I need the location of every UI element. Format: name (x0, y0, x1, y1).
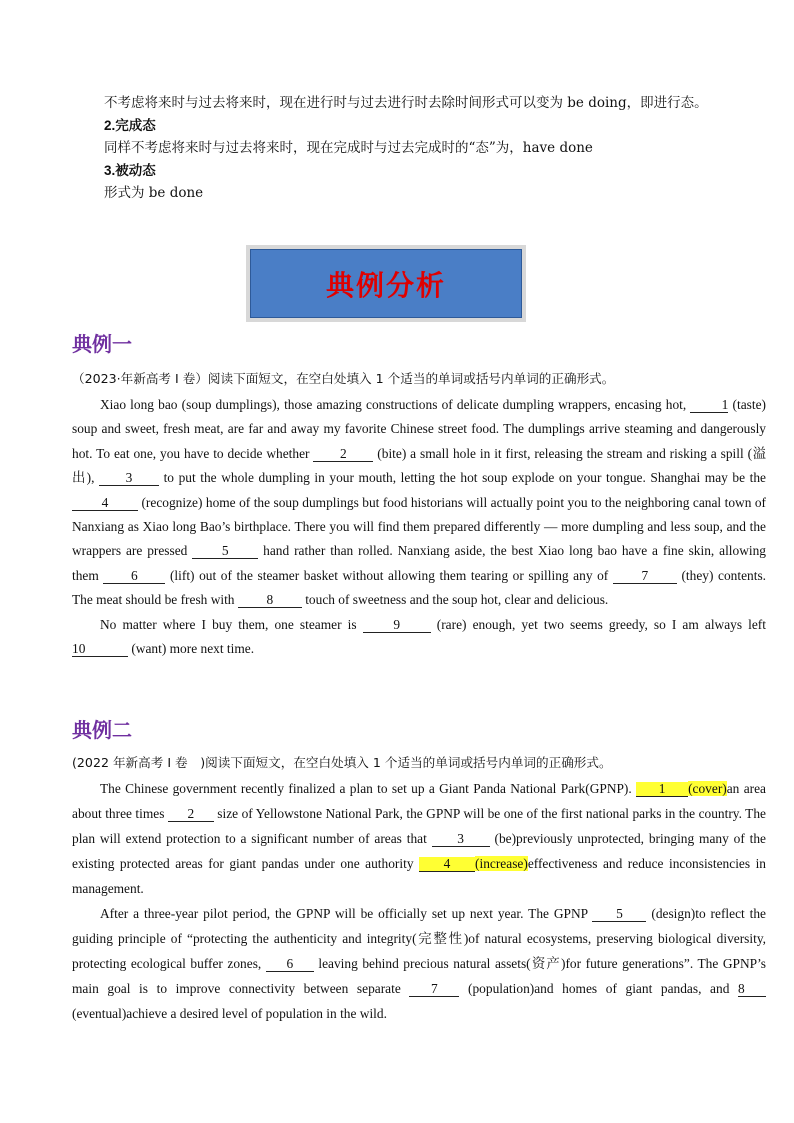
text-run: (recognize) home of the soup dumplings but food historians will actually point you to the neighboring canal town of Nanxiang as Xiao long Bao’s birthplace. There you will find them prepared differently — more dumpling and less soup, and the wrappers are pressed (72, 494, 766, 559)
blank-7: 7 (409, 982, 459, 997)
blank-10: 10 (72, 642, 128, 657)
blank-3: 3 (99, 471, 159, 486)
text-run: size of Yellowstone National Park, the GPNP will be one of the first national parks in the country. The plan will extend protection to a significant number of areas that (72, 806, 766, 846)
blank-3: 3 (432, 832, 490, 847)
text-run: (want) more next time. (128, 641, 255, 657)
blank-5: 5 (192, 544, 258, 559)
text-run: (lift) out of the steamer basket without allowing them tearing or spilling any of (165, 567, 613, 583)
banner-shadow (246, 245, 526, 322)
passive-note: 形式为 be done (104, 185, 204, 201)
text-run: (taste) soup and sweet, fresh meat, are far and away my favorite Chinese street food. The dumplings arrive steaming and dangerously hot. To eat one, you have to decide whether (72, 397, 766, 461)
hint-cover: (cover) (688, 781, 727, 796)
blank-2: 2 (313, 447, 373, 462)
blank-1: 1 (636, 782, 688, 797)
hint-increase: (increase) (475, 856, 528, 871)
blank-7: 7 (613, 569, 677, 584)
example-one (72, 370, 766, 661)
text-run: (rare) enough, yet two seems greedy, so I am always left (430, 616, 766, 632)
blank-1: 1 (690, 398, 728, 413)
example-two-title: 典例二 (72, 718, 132, 742)
text-run: After a three-year pilot period, the GPNP will be officially set up next year. The GPNP (100, 906, 593, 921)
example-one-title: 典例一 (72, 332, 132, 356)
text-run: (population)and homes of giant pandas, and (459, 981, 739, 996)
perfect-note: 同样不考虑将来时与过去将来时，现在完成时与过去完成时的“态”为，have done (104, 140, 593, 156)
example-one-intro: （2023·年新高考 I 卷）阅读下面短文，在空白处填入 1 个适当的单词或括号内单词的正确形式。 (72, 371, 615, 386)
blank-8: 8 (738, 982, 766, 997)
text-run: to put the whole dumpling in your mouth, letting the hot soup explode on your tongue. Shanghai may be the (159, 470, 767, 486)
text-run: Xiao long bao (soup dumplings), those amazing constructions of delicate dumpling wrappers, encasing hot, (100, 397, 691, 412)
text-run: effectiveness and reduce inconsistencies in management. (72, 856, 766, 896)
blank-8: 8 (238, 593, 302, 608)
text-run: No matter where I buy them, one steamer is (100, 616, 363, 632)
passive-heading: 3.被动态 (104, 162, 156, 178)
blank-4: 4 (72, 496, 138, 511)
text-run: hand rather than rolled. Nanxiang aside, the best Xiao long bao have a fine skin, allowing them (72, 543, 767, 583)
text-run: leaving behind precious natural assets(资产)for future generations”. The GPNP’s main goal is to improve connectivity between separate (72, 956, 767, 996)
grammar-notes (72, 92, 768, 205)
text-run: an area about three times (72, 781, 766, 821)
section-banner: 典例分析 (250, 249, 522, 318)
progressive-note: 不考虑将来时与过去将来时，现在进行时与过去进行时去除时间形式可以变为 be doing，即进行态。 (104, 95, 708, 111)
example-one-paragraph-2 (72, 613, 766, 662)
text-run: (bite) a small hole in it first, releasing the stream and risking a spill (溢出), (72, 445, 766, 486)
blank-6: 6 (266, 957, 314, 972)
example-two-intro: (2022 年新高考 I 卷 )阅读下面短文，在空白处填入 1 个适当的单词或括号内单词的正确形式。 (72, 755, 612, 770)
blank-5: 5 (592, 907, 646, 922)
example-two-paragraph-2 (72, 901, 766, 1026)
text-run: (design)to reflect the guiding principle of “protecting the authenticity and integrity(完整性)of natural ecosystems, preserving biological diversity, protecting ecological buffer zones, (72, 906, 766, 971)
example-two (72, 754, 766, 1026)
blank-9: 9 (363, 618, 431, 633)
blank-2: 2 (168, 807, 214, 822)
perfect-heading: 2.完成态 (104, 117, 156, 133)
blank-6: 6 (103, 569, 165, 584)
text-run: (they) contents. The meat should be fresh with (72, 567, 767, 608)
text-run: (eventual)achieve a desired level of population in the wild. (72, 1006, 387, 1021)
text-run: The Chinese government recently finalized a plan to set up a Giant Panda National Park(GPNP). (100, 781, 637, 796)
blank-4: 4 (419, 857, 475, 872)
text-run: (be)previously unprotected, bringing many of the existing protected areas for giant pandas under one authority (72, 831, 766, 871)
text-run: touch of sweetness and the soup hot, clear and delicious. (301, 592, 609, 608)
example-two-paragraph-1 (72, 776, 766, 901)
example-one-paragraph-1 (72, 393, 766, 613)
